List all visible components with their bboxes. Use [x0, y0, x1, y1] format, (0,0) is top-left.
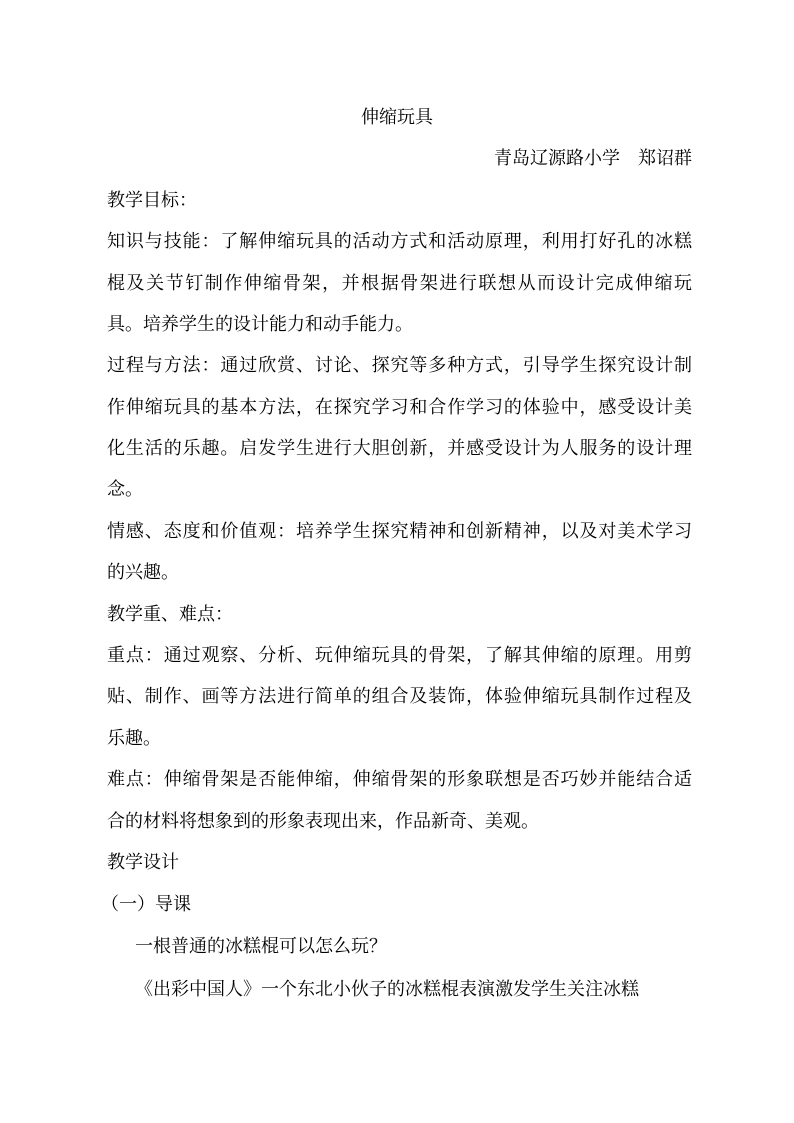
knowledge-line-3: 具。培养学生的设计能力和动手能力。: [107, 314, 413, 335]
section1-heading: （一）导课: [101, 894, 191, 915]
author-line: 青岛辽源路小学 郑诏群: [494, 148, 692, 169]
process-line-4: 念。: [107, 479, 143, 500]
section1-line-2: 《出彩中国人》一个东北小伙子的冰糕棍表演激发学生关注冰糕: [135, 979, 639, 1000]
emotion-line-1: 情感、态度和价值观：培养学生探究精神和创新精神，以及对美术学习: [107, 521, 692, 542]
difficulty-line-2: 合的材料将想象到的形象表现出来，作品新奇、美观。: [107, 811, 539, 832]
design-heading: 教学设计: [107, 852, 179, 873]
key-line-3: 乐趣。: [107, 728, 161, 749]
key-line-1: 重点：通过观察、分析、玩伸缩玩具的骨架，了解其伸缩的原理。用剪: [107, 645, 692, 666]
section1-line-1: 一根普通的冰糕棍可以怎么玩？: [135, 936, 387, 957]
process-line-3: 化生活的乐趣。启发学生进行大胆创新，并感受设计为人服务的设计理: [107, 438, 692, 459]
keypoints-heading: 教学重、难点：: [107, 604, 233, 625]
knowledge-line-2: 棍及关节钉制作伸缩骨架，并根据骨架进行联想从而设计完成伸缩玩: [107, 273, 692, 294]
process-line-1: 过程与方法：通过欣赏、讨论、探究等多种方式，引导学生探究设计制: [107, 355, 692, 376]
knowledge-line-1: 知识与技能：了解伸缩玩具的活动方式和活动原理，利用打好孔的冰糕: [107, 231, 692, 252]
document-title: 伸缩玩具: [361, 107, 433, 128]
objectives-heading: 教学目标：: [107, 190, 197, 211]
key-line-2: 贴、制作、画等方法进行简单的组合及装饰，体验伸缩玩具制作过程及: [107, 686, 692, 707]
difficulty-line-1: 难点：伸缩骨架是否能伸缩，伸缩骨架的形象联想是否巧妙并能结合适: [107, 769, 692, 790]
emotion-line-2: 的兴趣。: [107, 562, 179, 583]
process-line-2: 作伸缩玩具的基本方法，在探究学习和合作学习的体验中，感受设计美: [107, 397, 692, 418]
